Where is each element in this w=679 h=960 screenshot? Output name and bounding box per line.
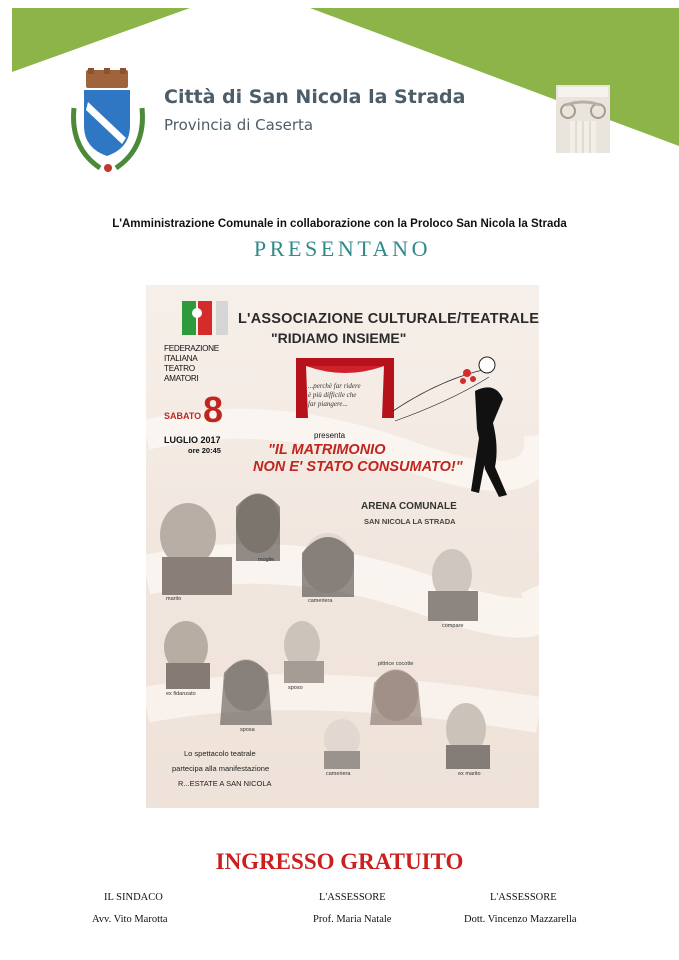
venue-name: ARENA COMUNALE [361, 501, 457, 512]
federation-line: ITALIANA [164, 354, 198, 363]
province-name: Provincia di Caserta [164, 116, 314, 134]
portrait-moglie [236, 493, 280, 561]
portrait-marito [160, 503, 232, 595]
ionic-column-image [556, 85, 610, 153]
portrait-cameriera [302, 533, 354, 597]
presenta-label: presenta [314, 431, 346, 440]
event-time: ore 20:45 [188, 446, 221, 455]
role-label: marito [166, 596, 182, 602]
association-name: "RIDIAMO INSIEME" [271, 330, 407, 346]
portrait-cameriera-2 [324, 719, 360, 769]
venue-city: SAN NICOLA LA STRADA [364, 517, 456, 526]
tagline-line: ...perchè far ridere [308, 382, 361, 390]
play-title-line1: "IL MATRIMONIO [268, 442, 386, 458]
tagline-line: far piangere... [308, 400, 348, 408]
signature-name-assessore-1: Prof. Maria Natale [313, 914, 392, 925]
presentano-heading: PRESENTANO [253, 236, 432, 261]
role-label: ex marito [458, 771, 481, 777]
role-label: cameriera [308, 598, 333, 604]
free-entry-banner: INGRESSO GRATUITO [215, 849, 464, 874]
signature-name-sindaco: Avv. Vito Marotta [92, 914, 168, 925]
federation-line: AMATORI [164, 374, 199, 383]
role-label: sposo [288, 685, 303, 691]
role-label: ex fidanzato [166, 691, 196, 697]
event-note-line: partecipa alla manifestazione [172, 764, 270, 773]
event-month-year: LUGLIO 2017 [164, 435, 221, 445]
cast-portraits [146, 285, 539, 808]
portrait-ex-marito [446, 703, 490, 769]
event-day-number: 8 [203, 389, 224, 430]
signature-role-assessore-2: L'ASSESSORE [490, 892, 557, 903]
event-poster [146, 285, 539, 808]
signature-role-assessore-1: L'ASSESSORE [319, 892, 386, 903]
event-day-name: SABATO [164, 411, 202, 421]
federation-line: TEATRO [164, 364, 195, 373]
role-label: moglie [258, 557, 275, 563]
portrait-ex-fidanzato [164, 621, 210, 689]
event-note-line: R...ESTATE A SAN NICOLA [178, 779, 272, 788]
role-label: sposa [240, 727, 255, 733]
portrait-sposa [220, 659, 272, 725]
signature-name-assessore-2: Dott. Vincenzo Mazzarella [464, 914, 577, 925]
portrait-compare [428, 549, 478, 621]
intro-text: L'Amministrazione Comunale in collaborazione con la Proloco San Nicola la Strada [112, 218, 567, 230]
association-title: L'ASSOCIAZIONE CULTURALE/TEATRALE [238, 311, 539, 327]
role-label: compare [442, 623, 464, 629]
event-note-line: Lo spettacolo teatrale [184, 749, 256, 758]
portrait-sposo [284, 621, 324, 683]
play-title-line2: NON E' STATO CONSUMATO!" [253, 459, 463, 475]
role-label: pittrice cocotte [378, 661, 414, 667]
city-crest-logo [70, 68, 146, 174]
tagline-line: è più difficile che [308, 391, 357, 399]
portrait-pittrice [370, 669, 422, 725]
role-label: cameriera [326, 771, 351, 777]
signature-role-sindaco: IL SINDACO [104, 892, 163, 903]
city-name: Città di San Nicola la Strada [164, 86, 466, 108]
federation-line: FEDERAZIONE [164, 344, 219, 353]
